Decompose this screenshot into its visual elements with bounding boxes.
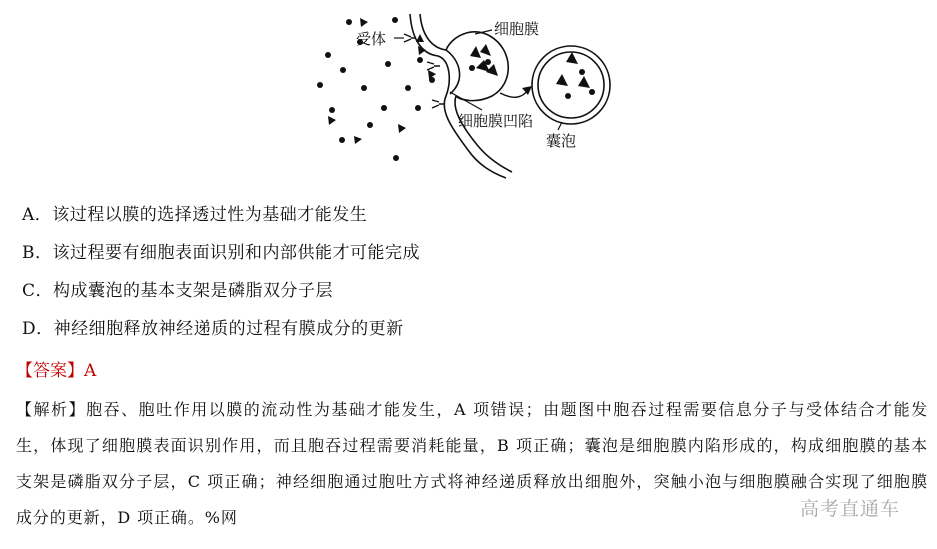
- option-d: [22, 314, 404, 339]
- answer-value: A: [84, 361, 97, 381]
- endocytosis-diagram: [300, 0, 640, 182]
- receptor-icons: [404, 34, 445, 108]
- cell-membrane: [410, 14, 512, 178]
- option-text: 构成囊泡的基本支架是磷脂双分子层: [53, 281, 334, 301]
- option-text: 该过程要有细胞表面识别和内部供能才可能完成: [52, 243, 420, 263]
- label-invagination: 细胞膜凹陷: [458, 112, 534, 130]
- option-text: 该过程以膜的选择透过性为基础才能发生: [52, 205, 368, 225]
- option-letter: A．: [22, 205, 53, 225]
- answer: [16, 356, 96, 381]
- answer-label: 【答案】: [16, 361, 84, 381]
- option-letter: D．: [22, 319, 54, 339]
- option-text: 神经细胞释放神经递质的过程有膜成分的更新: [53, 319, 404, 339]
- option-letter: C．: [22, 281, 54, 301]
- option-letter: B．: [22, 243, 53, 263]
- analysis-label: 【解析】: [16, 400, 87, 419]
- watermark: 高考直通车: [800, 498, 901, 520]
- option-c: [22, 276, 333, 301]
- option-a: [22, 200, 367, 225]
- option-b: [22, 238, 420, 263]
- label-membrane: 细胞膜: [494, 20, 540, 38]
- analysis-text: 胞吞、胞吐作用以膜的流动性为基础才能发生，A 项错误；由题图中胞吞过程需要信息分子与受体结合才能发生，体现了细胞膜表面识别作用，而且胞吞过程需要消耗能量，B 项正确；囊泡是细胞膜内陷形成的，构成细胞膜的基本支架是磷脂双分子层，C 项正确；神经细胞通过胞吐方式将神经递质释放出细胞外，突触小泡与细胞膜融合实现了细胞膜成分的更新，D 项正确。%网: [16, 400, 928, 527]
- arrow-icon: [500, 86, 532, 97]
- analysis: [16, 392, 928, 536]
- label-receptor: 受体: [356, 30, 387, 48]
- label-vesicle: 囊泡: [546, 132, 577, 150]
